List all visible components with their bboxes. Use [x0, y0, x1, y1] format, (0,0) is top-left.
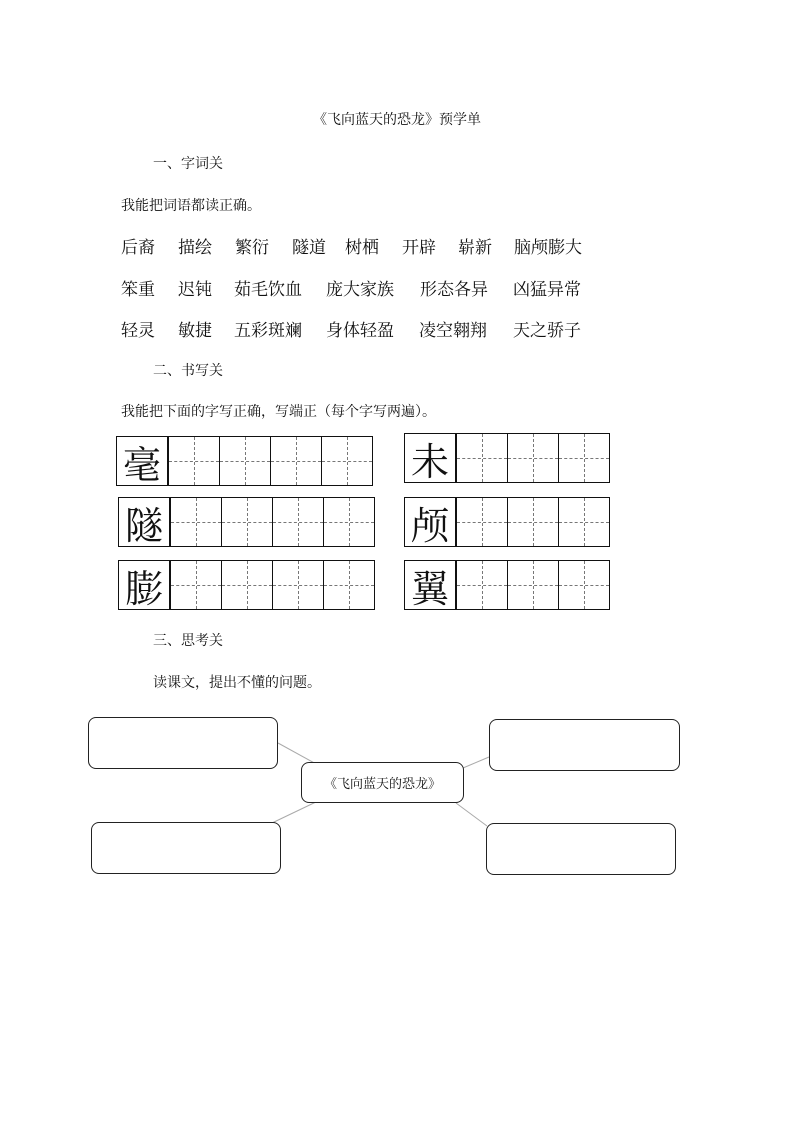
vocab-word: 隧道	[292, 238, 326, 258]
vocab-word: 天之骄子	[513, 321, 581, 341]
model-cell	[405, 498, 456, 546]
model-char: 毫	[122, 442, 161, 487]
vocab-word: 开辟	[402, 238, 436, 258]
section3-instruction: 读课文，提出不懂的问题。	[153, 675, 321, 691]
vocab-word: 凌空翱翔	[419, 321, 487, 341]
model-cell	[117, 437, 168, 485]
vocab-word: 崭新	[458, 238, 492, 258]
model-cell	[119, 561, 170, 609]
model-char: 膨	[124, 566, 163, 611]
vocab-word: 脑颅膨大	[514, 238, 582, 258]
section2-heading: 二、书写关	[153, 363, 223, 379]
model-char: 隧	[124, 503, 163, 548]
vocab-word: 敏捷	[178, 321, 212, 341]
page-title: 《飞向蓝天的恐龙》预学单	[313, 112, 481, 128]
vocab-word: 凶猛异常	[513, 280, 581, 300]
question-box-bottom-right[interactable]	[486, 823, 676, 875]
vocab-word: 身体轻盈	[326, 321, 394, 341]
vocab-word: 树栖	[345, 238, 379, 258]
vocab-word: 笨重	[121, 280, 155, 300]
section3-heading: 三、思考关	[153, 633, 223, 649]
vocab-word: 庞大家族	[326, 280, 394, 300]
mindmap-center-label: 《飞向蓝天的恐龙》	[323, 777, 441, 792]
model-char: 颅	[410, 503, 449, 548]
vocab-word: 迟钝	[178, 280, 212, 300]
section2-instruction: 我能把下面的字写正确，写端正（每个字写两遍）。	[121, 404, 436, 420]
vocab-word: 轻灵	[121, 321, 155, 341]
section1-instruction: 我能把词语都读正确。	[121, 198, 261, 214]
vocab-word: 描绘	[178, 238, 212, 258]
question-box-top-right[interactable]	[489, 719, 680, 771]
vocab-word: 后裔	[121, 238, 155, 258]
vocab-word: 形态各异	[420, 280, 488, 300]
question-box-top-left[interactable]	[88, 717, 278, 769]
vocab-word: 五彩斑斓	[234, 321, 302, 341]
vocab-word: 繁衍	[235, 238, 269, 258]
model-cell	[119, 498, 170, 546]
model-cell	[405, 434, 456, 482]
model-char: 未	[410, 439, 449, 484]
mindmap-center	[301, 762, 464, 803]
model-cell	[405, 561, 456, 609]
model-char: 翼	[410, 566, 449, 611]
question-box-bottom-left[interactable]	[91, 822, 281, 874]
section1-heading: 一、字词关	[153, 156, 223, 172]
vocab-word: 茹毛饮血	[234, 280, 302, 300]
